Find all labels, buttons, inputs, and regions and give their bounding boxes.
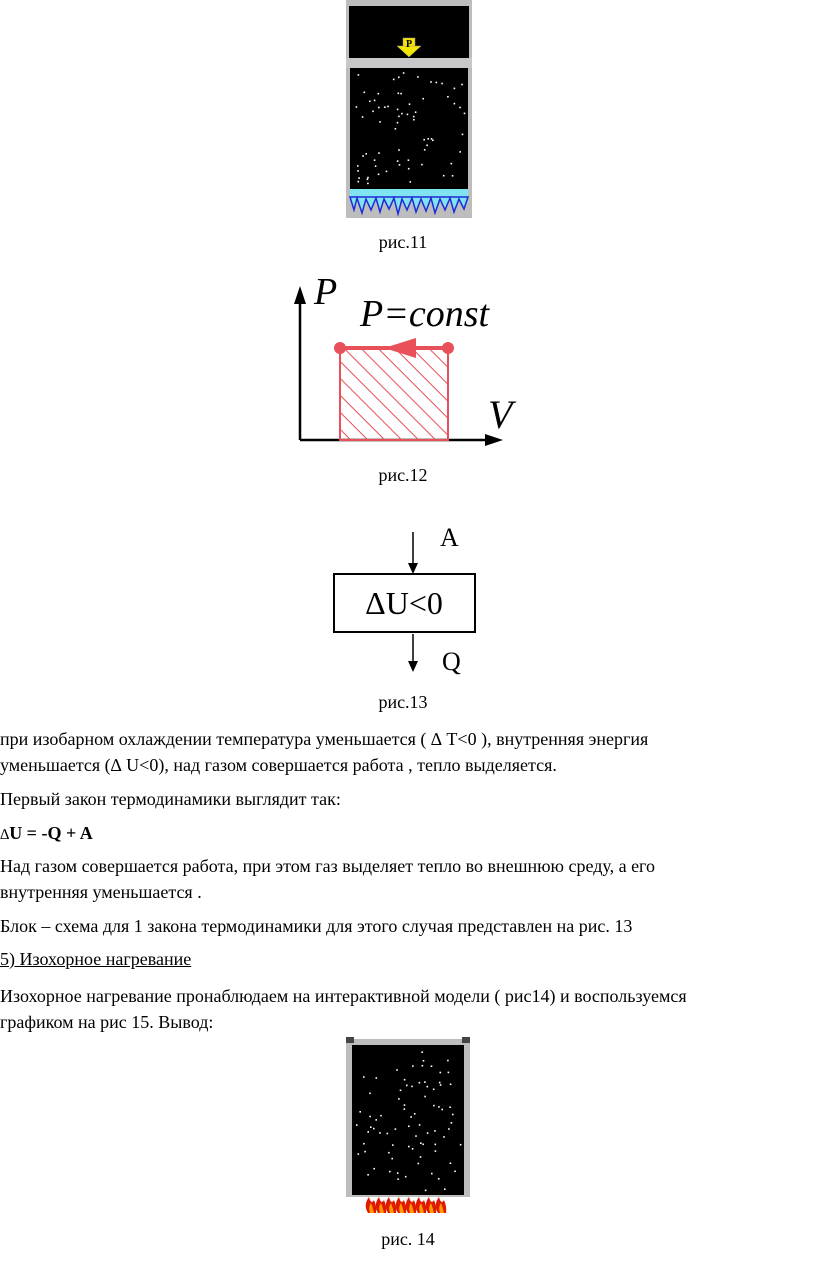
pv-graph [288, 276, 530, 448]
gas-particle [387, 1133, 389, 1135]
label-a: A [440, 523, 459, 552]
gas-particle [367, 177, 369, 179]
gas-particle [404, 1104, 406, 1106]
gas-particle [399, 164, 401, 166]
gas-particle [365, 153, 367, 155]
gas-particle [398, 93, 400, 95]
gas-particle [461, 84, 463, 86]
gas-particle [356, 106, 358, 108]
gas-particle [431, 1173, 433, 1175]
gas-particle [389, 1171, 391, 1173]
gas-particle [380, 1115, 382, 1117]
gas-particle [440, 1072, 442, 1074]
gas-particle [448, 1072, 450, 1074]
arrow-in-icon [408, 563, 418, 574]
gas-particle [363, 1076, 365, 1078]
axis-p-label: P [314, 276, 338, 313]
gas-particle [397, 1178, 399, 1180]
gas-particle [408, 168, 410, 170]
gas-particle [424, 1081, 426, 1083]
gas-particle [367, 1174, 369, 1176]
gas-particle [379, 1132, 381, 1134]
gas-particle [397, 122, 399, 124]
gas-particle [438, 1178, 440, 1180]
gas-particle [454, 1171, 456, 1173]
gas-particle [356, 1124, 358, 1126]
gas-particle [459, 107, 461, 109]
formula-label: P=const [360, 293, 490, 335]
gas-particle [422, 1065, 424, 1067]
gas-particle [422, 98, 424, 100]
gas-particle [425, 1190, 427, 1192]
formula-rest: U = -Q + A [9, 823, 93, 843]
gas-particle [375, 1119, 377, 1121]
gas-particle [454, 88, 456, 90]
gas-particle [440, 1084, 442, 1086]
gas-particle [421, 1051, 423, 1053]
paragraph-5-line-2: графиком на рис 15. Вывод: [0, 1012, 214, 1032]
gas-particle [452, 1114, 454, 1116]
gas-particle [395, 128, 397, 130]
arrow-out-icon [408, 661, 418, 672]
gas-particle [408, 1126, 410, 1128]
gas-particle [396, 1069, 398, 1071]
gas-particle [358, 1153, 360, 1155]
gas-particle [374, 159, 376, 161]
gas-particle [391, 1158, 393, 1160]
gas-particle [443, 1136, 445, 1138]
gas-particle [444, 1188, 446, 1190]
gas-particle [401, 113, 403, 115]
gas-particle [451, 1122, 453, 1124]
paragraph-1 [0, 726, 812, 778]
figure-14-caption: рис. 14 [381, 1229, 435, 1249]
gas-particle [431, 1065, 433, 1067]
gas-particle [427, 1086, 429, 1088]
axis-v-label: V [488, 392, 513, 437]
gas-particle [367, 179, 369, 181]
gas-particle [358, 177, 360, 179]
figure-11 [346, 0, 472, 218]
gas-particle [376, 1077, 378, 1079]
gas-particle [370, 1126, 372, 1128]
paragraph-1-line-1: при изобарном охлаждении температура уменьшается ( ∆ T<0 ), внутренняя энергия [0, 729, 649, 749]
gas-chamber [350, 68, 468, 189]
gas-particle [388, 1152, 390, 1154]
gas-particle [404, 1079, 406, 1081]
gas-particle [369, 1116, 371, 1118]
gas-particle [384, 106, 386, 108]
paragraph-3 [0, 853, 812, 905]
gas-particle [398, 116, 400, 118]
figure-12 [288, 276, 530, 448]
block-diagram [330, 520, 480, 680]
gas-particle [358, 74, 360, 76]
gas-particle [412, 1065, 414, 1067]
paragraph-3-line-1: Над газом совершается работа, при этом газ выделяет тепло во внешнюю среду, а его [0, 856, 655, 876]
gas-particle [441, 83, 443, 85]
gas-particle [413, 116, 415, 118]
gas-particle [411, 1086, 413, 1088]
gas-particle [447, 96, 449, 98]
gas-particle [422, 1144, 424, 1146]
gas-particle [372, 111, 374, 113]
gas-particle [447, 1060, 449, 1062]
piston-label: P [405, 39, 413, 50]
gas-particle [375, 165, 377, 167]
box-text: ΔU<0 [365, 585, 443, 621]
gas-particle [405, 1176, 407, 1178]
gas-particle [364, 1151, 366, 1153]
gas-particle [392, 1144, 394, 1146]
gas-particle [419, 1082, 421, 1084]
gas-particle [419, 1124, 421, 1126]
gas-particle [398, 77, 400, 79]
gas-particle [431, 138, 433, 140]
gas-particle [433, 1089, 435, 1091]
gas-particle [406, 1085, 408, 1087]
gas-particle [418, 1163, 420, 1165]
gas-particle [413, 119, 415, 121]
state-point-1 [442, 342, 454, 354]
gas-particle [415, 111, 417, 113]
figure-14-image [346, 1037, 470, 1217]
gas-particle [434, 1130, 436, 1132]
gas-particle [436, 82, 438, 84]
gas-particle [420, 1142, 422, 1144]
gas-particle [412, 1148, 414, 1150]
gas-particle [451, 163, 453, 165]
gas-particle [403, 72, 405, 74]
gas-chamber [352, 1045, 464, 1195]
section-heading-5-text: 5) Изохорное нагревание [0, 949, 192, 969]
gas-particle [400, 93, 402, 95]
gas-particle [433, 1105, 435, 1107]
state-point-2 [334, 342, 346, 354]
gas-particle [400, 1090, 402, 1092]
first-law-formula [0, 820, 812, 848]
gas-particle [404, 1108, 406, 1110]
gas-particle [423, 139, 425, 141]
figure-13 [330, 520, 480, 680]
gas-particle [374, 100, 376, 102]
gas-particle [414, 1113, 416, 1115]
gas-particle [369, 1093, 371, 1095]
gas-particle [450, 1084, 452, 1086]
gas-particle [373, 1168, 375, 1170]
figure-11-image [346, 0, 472, 218]
gas-particle [417, 76, 419, 78]
gas-particle [378, 174, 380, 176]
gas-particle [410, 1116, 412, 1118]
gas-particle [362, 155, 364, 157]
paragraph-4: Блок – схема для 1 закона термодинамики для этого случая представлен на рис. 13 [0, 916, 633, 936]
paragraph-5-line-1: Изохорное нагревание пронаблюдаем на интерактивной модели ( рис14) и воспользуемся [0, 986, 687, 1006]
label-q: Q [442, 647, 461, 676]
gas-particle [454, 103, 456, 105]
gas-particle [397, 1172, 399, 1174]
figure-11-caption: рис.11 [378, 232, 428, 252]
gas-particle [379, 121, 381, 123]
gas-particle [378, 107, 380, 109]
gas-particle [408, 159, 410, 161]
gas-particle [424, 1096, 426, 1098]
gas-particle [427, 138, 429, 140]
figure-12-caption: рис.12 [378, 465, 428, 485]
gas-particle [373, 1128, 375, 1130]
gas-particle [359, 1111, 361, 1113]
gas-particle [378, 93, 380, 95]
gas-particle [367, 1131, 369, 1133]
gas-particle [448, 1128, 450, 1130]
gas-particle [421, 164, 423, 166]
gas-particle [410, 181, 412, 183]
gas-particle [395, 1128, 397, 1130]
gas-particle [435, 1144, 437, 1146]
gas-particle [415, 1135, 417, 1137]
gas-particle [357, 165, 359, 167]
paragraph-3-line-2: внутренняя уменьшается . [0, 882, 202, 902]
gas-particle [420, 1156, 422, 1158]
gas-particle [367, 183, 369, 185]
gas-particle [407, 114, 409, 116]
gas-particle [462, 134, 464, 136]
gas-particle [443, 175, 445, 177]
gas-particle [408, 1146, 410, 1148]
gas-particle [358, 181, 360, 183]
paragraph-1-line-2: уменьшается (∆ U<0), над газом совершается работа , тепло выделяется. [0, 755, 557, 775]
paragraph-2: Первый закон термодинамики выглядит так: [0, 789, 341, 809]
gas-particle [362, 116, 364, 118]
section-heading-5 [0, 946, 812, 972]
gas-particle [460, 1144, 462, 1146]
gas-particle [426, 145, 428, 147]
gas-particle [357, 170, 359, 172]
work-area [340, 348, 448, 440]
gas-particle [441, 1109, 443, 1111]
gas-particle [378, 152, 380, 154]
gas-particle [450, 1162, 452, 1164]
gas-particle [386, 171, 388, 173]
gas-particle [363, 1143, 365, 1145]
gas-particle [387, 106, 389, 108]
gas-particle [393, 79, 395, 81]
gas-particle [398, 149, 400, 151]
gas-particle [439, 1082, 441, 1084]
gas-particle [464, 113, 466, 115]
gas-particle [424, 149, 426, 151]
figure-14 [346, 1037, 470, 1217]
gas-particle [397, 160, 399, 162]
gas-particle [364, 92, 366, 94]
gas-particle [397, 109, 399, 111]
gas-particle [452, 175, 454, 177]
gas-particle [398, 1098, 400, 1100]
gas-particle [409, 103, 411, 105]
gas-particle [459, 151, 461, 153]
gas-particle [432, 140, 434, 142]
gas-particle [449, 1106, 451, 1108]
gas-particle [438, 1106, 440, 1108]
gas-particle [423, 1060, 425, 1062]
delta-symbol: ∆ [0, 827, 10, 843]
gas-particle [369, 101, 371, 103]
paragraph-5 [0, 983, 812, 1035]
gas-particle [435, 1150, 437, 1152]
figure-13-caption: рис.13 [378, 692, 428, 712]
gas-particle [427, 1132, 429, 1134]
gas-particle [430, 81, 432, 83]
